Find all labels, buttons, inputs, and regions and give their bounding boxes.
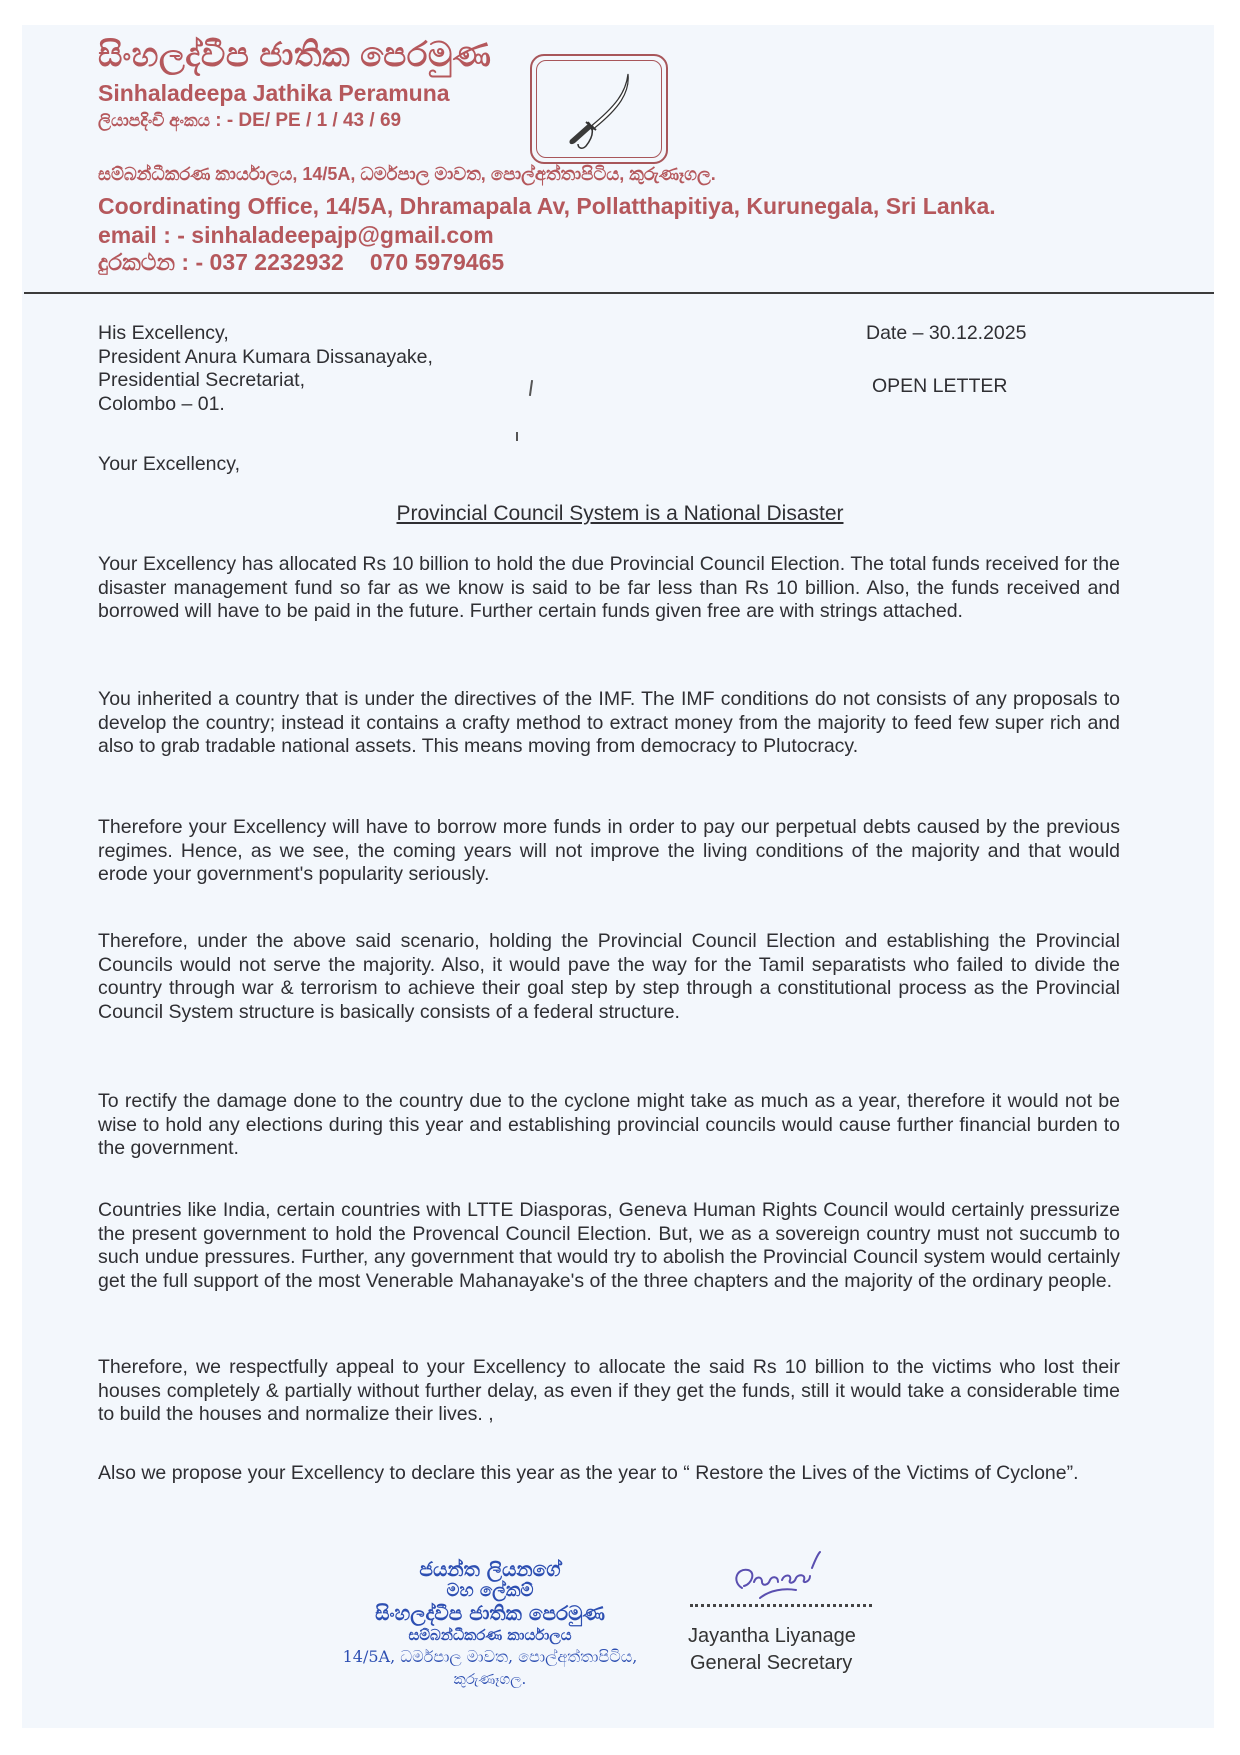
signer-title: General Secretary (690, 1652, 853, 1674)
signer-name: Jayantha Liyanage (688, 1625, 856, 1647)
sword-icon (532, 56, 666, 162)
salutation: Your Excellency, (98, 453, 240, 475)
letter-subject: Provincial Council System is a National Disaster (396, 502, 844, 525)
stamp-line: සම්බන්ධීකරණ කාර්යාලය (408, 1626, 572, 1644)
address-sinhala: සම්බන්ධීකරණ කාර්යාලය, 14/5A, ධර්මපාල මාවත, පොල්අත්තාපිටිය, කුරුණෑගල. (98, 164, 716, 184)
body-paragraph: Therefore your Excellency will have to borrow more funds in order to pay our perpetual debts caused by the previous regimes. Hence, as we see, the coming years will not improve the living conditions of the majority and that would erode your government's popularity seriously. (98, 816, 1120, 885)
letter-type: OPEN LETTER (872, 375, 1008, 397)
party-logo (530, 54, 668, 164)
org-name-sinhala: සිංහලද්වීප ජාතික පෙරමුණ (98, 36, 492, 74)
stamp-line: කුරුණෑගල. (453, 1670, 527, 1688)
email-line: email : - sinhaladeepajp@gmail.com (98, 222, 494, 248)
body-paragraph: To rectify the damage done to the country due to the cyclone might take as much as a year, therefore it would not be wise to hold any elections during this year and establishing provincial councils would cause further financial burden to the government. (98, 1090, 1120, 1159)
phone-label: දුරකථන (98, 249, 176, 275)
body-paragraph: Your Excellency has allocated Rs 10 billion to hold the due Provincial Council Election. The total funds received for the disaster management fund so far as we know is said to be far less than Rs 10 billion. Also, the funds received and borrowed will have to be paid in the future. Further certain funds given free are with strings attached. (98, 553, 1120, 622)
address-english: Coordinating Office, 14/5A, Dhramapala Av, Pollatthapitiya, Kurunegala, Sri Lanka. (98, 193, 996, 219)
phone-number-2: 070 5979465 (369, 249, 505, 275)
phone-line (98, 249, 504, 276)
registration-number (98, 110, 401, 132)
body-paragraph: You inherited a country that is under the directives of the IMF. The IMF conditions do not consists of any proposals to develop the country; instead it contains a crafty method to extract money from the majority to feed few super rich and also to grab tradable national assets. This means moving from democracy to Plutocracy. (98, 688, 1120, 757)
recipient-line: Colombo – 01. (98, 392, 225, 415)
org-name-english: Sinhaladeepa Jathika Peramuna (98, 80, 450, 106)
scan-mark (516, 432, 518, 441)
recipient-line: Presidential Secretariat, (98, 369, 306, 391)
stamp-line: ජයන්ත ලියනගේ (419, 1557, 561, 1581)
body-paragraph: Also we propose your Excellency to declare this year as the year to “ Restore the Lives of the Victims of Cyclone”. (98, 1462, 1079, 1484)
body-paragraph: Countries like India, certain countries with LTTE Diasporas, Geneva Human Rights Council would certainly pressurize the present government to hold the Provencal Council Election. But, we as a sovereign country must not succumb to such undue pressures. Further, any government that would try to abolish the Provincial Council system would certainly get the full support of the most Venerable Mahanayake's of the three chapters and the majority of the ordinary people. (98, 1199, 1120, 1292)
recipient-address (98, 322, 433, 416)
recipient-line: President Anura Kumara Dissanayake, (98, 345, 433, 368)
recipient-line: His Excellency, (98, 322, 229, 344)
phone-prefix: : - (175, 249, 210, 275)
letterhead-divider (24, 292, 1214, 294)
official-stamp (300, 1558, 680, 1690)
letter-date: Date – 30.12.2025 (866, 322, 1027, 344)
stamp-line: සිංහලද්වීප ජාතික පෙරමුණ (375, 1601, 605, 1625)
registration-value: : - DE/ PE / 1 / 43 / 69 (215, 110, 402, 131)
phone-number-1: 037 2232932 (209, 249, 344, 275)
body-paragraph: Therefore, we respectfully appeal to your Excellency to allocate the said Rs 10 billion to the victims who lost their houses completely & partially without further delay, as even if they get the funds, still it would take a considerable time to build the houses and normalize their lives. , (98, 1356, 1120, 1425)
stamp-line: 14/5A, ධර්මපාල මාවත, පොල්අත්තාපිටිය, (342, 1647, 638, 1666)
body-paragraph: Therefore, under the above said scenario, holding the Provincial Council Election and establishing the Provincial Councils would not serve the majority. Also, it would pave the way for the Tamil separatists who failed to divide the country through war & terrorism to achieve their goal step by step through a constitutional process as the Provincial Council System structure is basically consists of a federal structure. (98, 930, 1120, 1023)
signature-line (690, 1598, 872, 1607)
stamp-line: මහ ලේකම් (446, 1580, 534, 1601)
registration-label: ලියාපදිංචි අංකය (98, 111, 210, 130)
